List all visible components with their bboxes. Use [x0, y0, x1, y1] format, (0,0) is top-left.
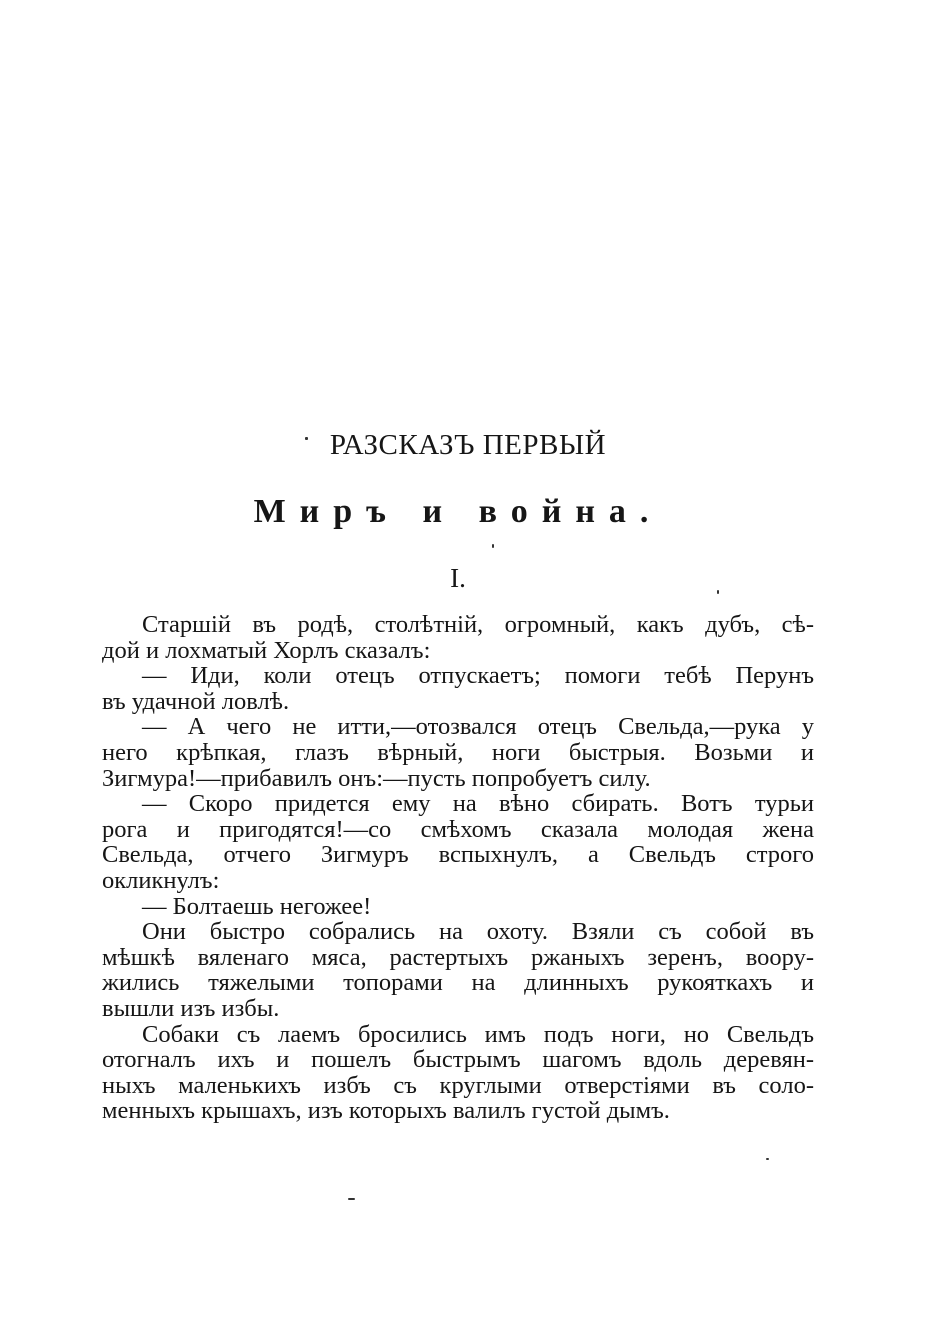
text-line: дой и лохматый Хорлъ сказалъ: [102, 636, 431, 664]
text-line: него крѣпкая, глазъ вѣрный, ноги быстрыя. Возьми и [102, 738, 814, 766]
text-line: Старшiй въ родѣ, столѣтнiй, огромный, какъ дубъ, сѣ- [142, 611, 814, 638]
text-line: менныхъ крышахъ, изъ которыхъ валилъ густой дымъ. [102, 1097, 670, 1125]
text-line: Они быстро собрались на охоту. Взяли съ собой въ [142, 918, 814, 946]
text-line: жились тяжелыми топорами на длинныхъ рукояткахъ и [102, 969, 814, 997]
print-speck [348, 1198, 355, 1200]
text-line: ныхъ маленькихъ избъ съ круглыми отверстiями въ соло- [102, 1071, 814, 1099]
text-line: Собаки съ лаемъ бросились имъ подъ ноги, но Свельдъ [142, 1020, 814, 1048]
story-title: Миръ и война. [253, 493, 663, 530]
text-line: — Болтаешь негожее! [142, 892, 372, 920]
story-heading: РАЗСКАЗЪ ПЕРВЫЙ [329, 429, 607, 461]
text-line: Свельда, отчего Зигмуръ вспыхнулъ, а Свельдъ строго [102, 841, 814, 869]
text-line: окликнулъ: [102, 866, 220, 894]
text-line: Зигмура!—прибавилъ онъ:—пусть попробуетъ силу. [102, 764, 651, 792]
text-line: — Скоро придется ему на вѣно сбирать. Вотъ турьи [142, 790, 814, 818]
chapter-number: I. [450, 563, 466, 593]
text-line: — Иди, коли отецъ отпускаетъ; помоги тебѣ Перунъ [142, 662, 814, 690]
print-speck [717, 590, 719, 594]
print-speck [492, 544, 494, 548]
text-line: отогналъ ихъ и пошелъ быстрымъ шагомъ вдоль деревян- [102, 1046, 814, 1074]
print-speck [766, 1158, 769, 1160]
text-line: мѣшкѣ вяленаго мяса, растертыхъ ржаныхъ зеренъ, воору- [102, 943, 814, 971]
chapter-body-text [102, 612, 814, 1124]
text-line: въ удачной ловлѣ. [102, 687, 290, 715]
text-line: вышли изъ избы. [102, 994, 280, 1022]
print-speck [305, 437, 308, 440]
text-line: — А чего не итти,—отозвался отецъ Свельда,—рука у [142, 713, 814, 741]
text-line: рога и пригодятся!—со смѣхомъ сказала молодая жена [102, 815, 814, 843]
